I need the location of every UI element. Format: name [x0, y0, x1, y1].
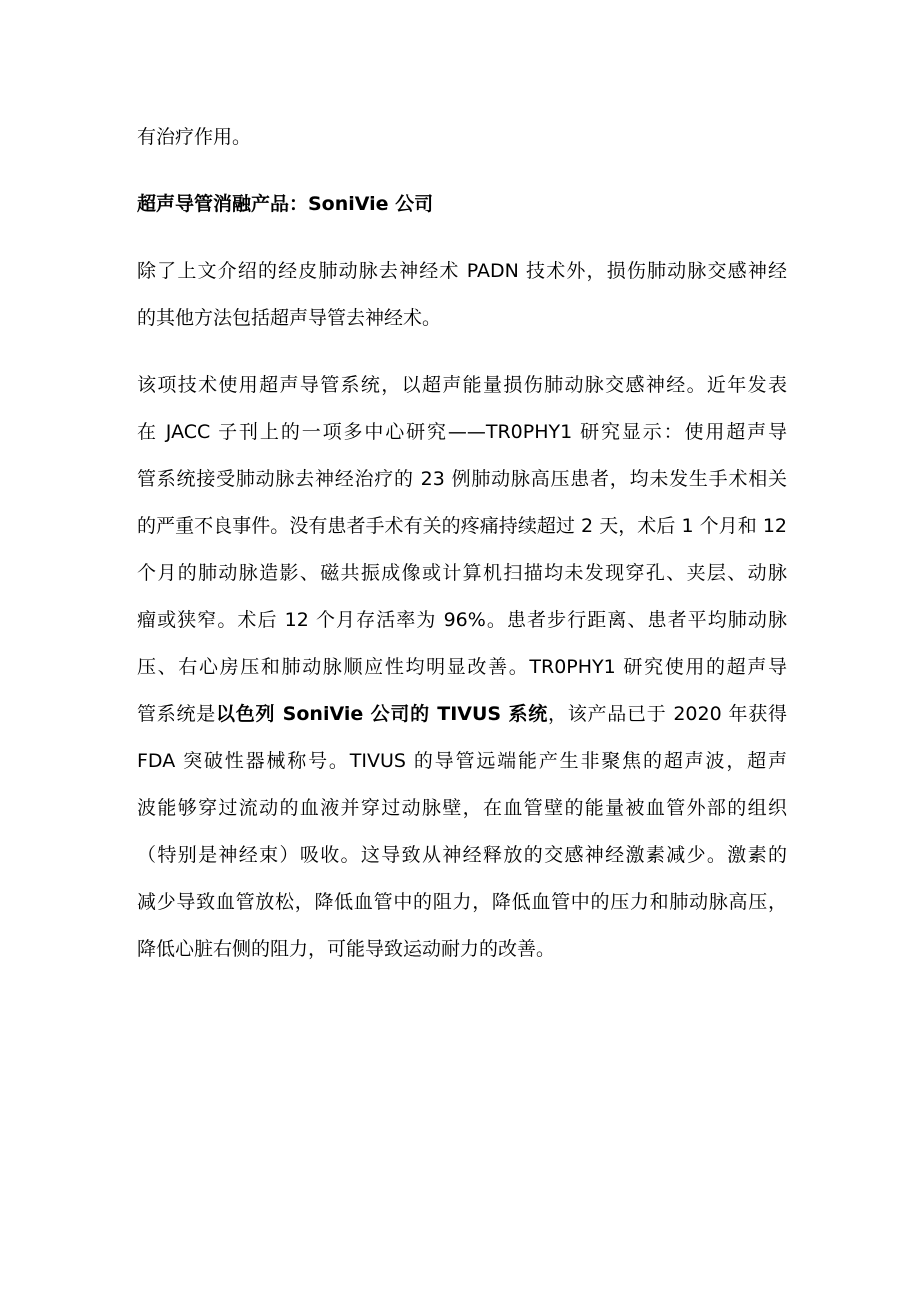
- paragraph-2-line: 管系统接受肺动脉去神经治疗的 23 例肺动脉高压患者，均未发生手术相关: [137, 468, 787, 490]
- paragraph-2-line: 个月的肺动脉造影、磁共振成像或计算机扫描均未发现穿孔、夹层、动脉: [137, 562, 787, 584]
- line-text-post: ，该产品已于 2020 年获得: [547, 703, 787, 725]
- section-heading: 超声导管消融产品：SoniVie 公司: [137, 193, 434, 215]
- paragraph-2-line: 的严重不良事件。没有患者手术有关的疼痛持续超过 2 天，术后 1 个月和 12: [137, 515, 787, 537]
- paragraph-2-line-with-bold: [137, 691, 787, 738]
- paragraph-1-line: 除了上文介绍的经皮肺动脉去神经术 PADN 技术外，损伤肺动脉交感神经: [137, 260, 787, 282]
- paragraph-2-line: 降低心脏右侧的阻力，可能导致运动耐力的改善。: [137, 938, 556, 960]
- intro-tail-line: 有治疗作用。: [137, 126, 252, 148]
- line-text-pre: 管系统是: [137, 703, 217, 725]
- paragraph-gap: [137, 161, 787, 181]
- paragraph-2-line: 减少导致血管放松，降低血管中的阻力，降低血管中的压力和肺动脉高压，: [137, 891, 787, 913]
- paragraph-2-line: 该项技术使用超声导管系统，以超声能量损伤肺动脉交感神经。近年发表: [137, 374, 787, 396]
- paragraph-gap: [137, 342, 787, 362]
- paragraph-2-line: 压、右心房压和肺动脉顺应性均明显改善。TR0PHY1 研究使用的超声导: [137, 656, 787, 678]
- paragraph-2-line: 在 JACC 子刊上的一项多中心研究——TR0PHY1 研究显示：使用超声导: [137, 421, 787, 443]
- paragraph-2-line: 瘤或狭窄。术后 12 个月存活率为 96%。患者步行距离、患者平均肺动脉: [137, 609, 787, 631]
- paragraph-gap: [137, 228, 787, 248]
- paragraph-2-line: FDA 突破性器械称号。TIVUS 的导管远端能产生非聚焦的超声波，超声: [137, 750, 787, 772]
- document-page: [137, 114, 787, 973]
- paragraph-2-line: （特别是神经束）吸收。这导致从神经释放的交感神经激素减少。激素的: [137, 844, 787, 866]
- paragraph-1-line: 的其他方法包括超声导管去神经术。: [137, 307, 442, 329]
- paragraph-2: [137, 362, 787, 973]
- paragraph-2-line: 波能够穿过流动的血液并穿过动脉壁，在血管壁的能量被血管外部的组织: [137, 797, 787, 819]
- paragraph-1: [137, 248, 787, 342]
- bold-product-name: 以色列 SoniVie 公司的 TIVUS 系统: [216, 703, 548, 725]
